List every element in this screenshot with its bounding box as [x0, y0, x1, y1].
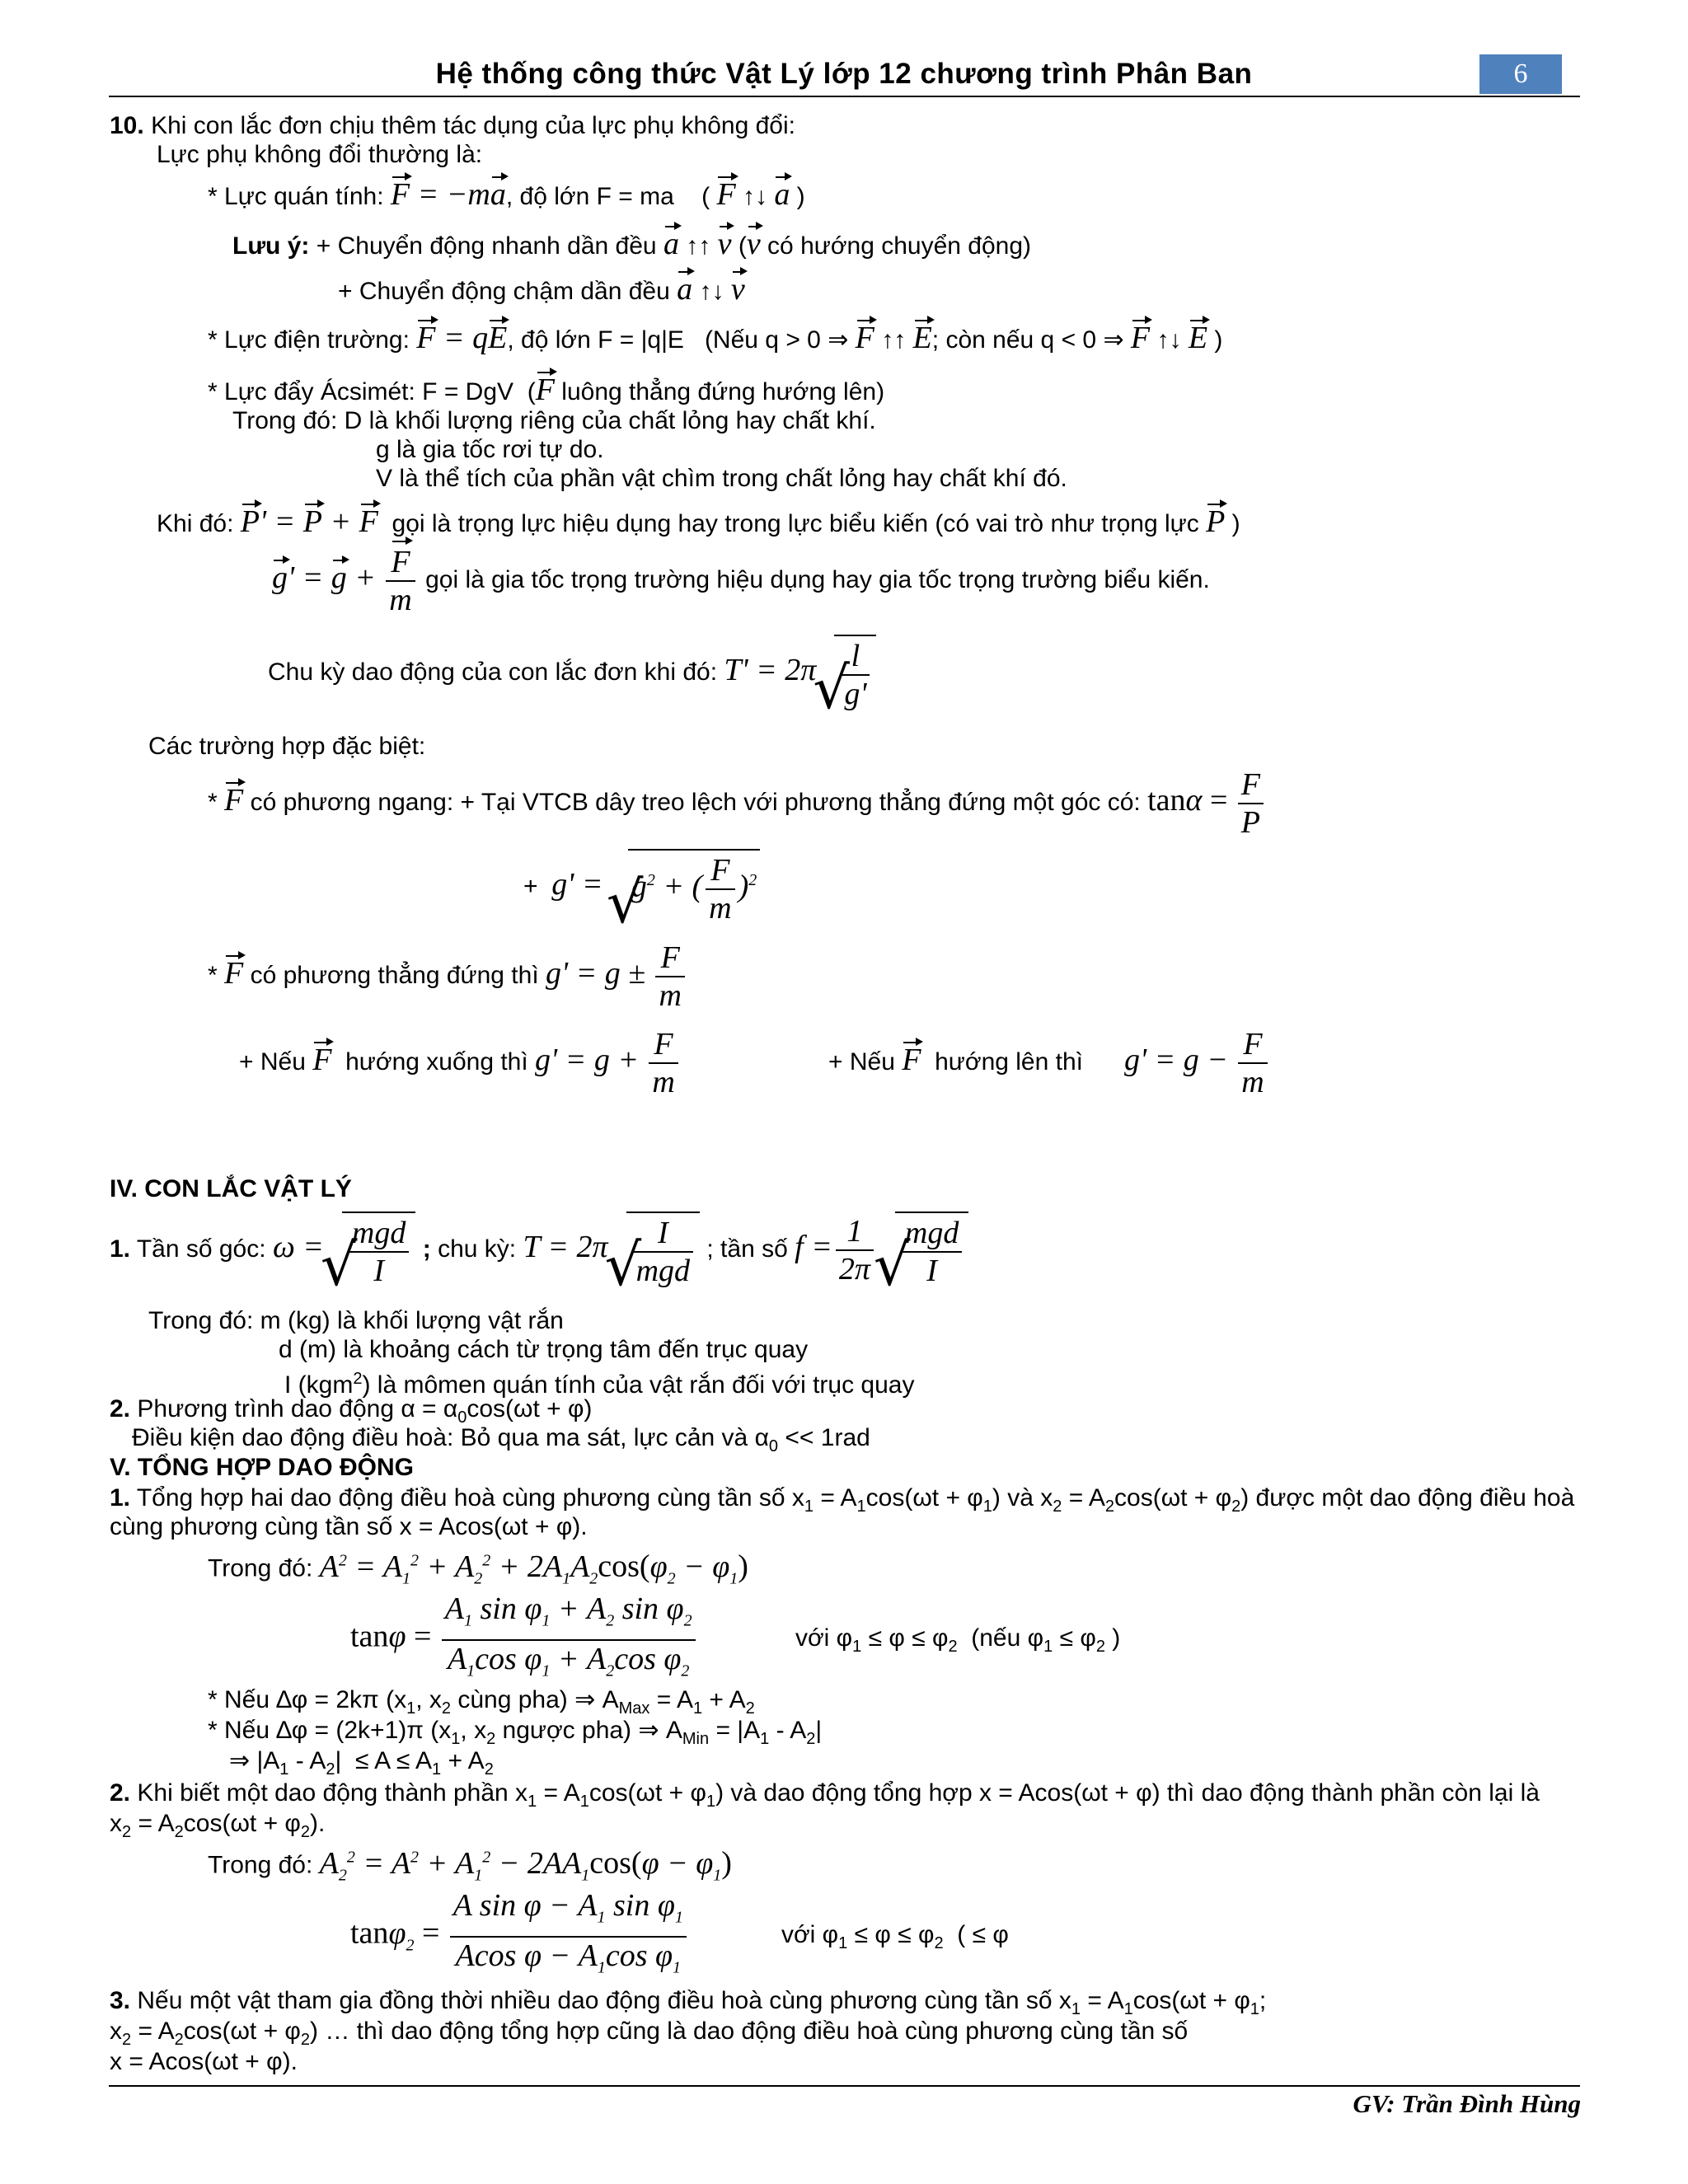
note-accelerating: Lưu ý: + Chuyển động nhanh dần đều a ↑↑ v (v có hướng chuyển động): [232, 227, 1032, 261]
oscillation-equation: 2. Phương trình dao động $\alpha = \alpha_0\cos(\omega t + \varphi)$: [110, 1395, 593, 1427]
harmonic-condition: Điều kiện dao động điều hoà: Bỏ qua ma sát, lực cản và $\alpha_0 << 1rad$: [132, 1424, 870, 1455]
synthesis-line-1: 1. Tổng hợp hai dao động điều hoà cùng phương cùng tần số $x_1 = A_1\cos(\omega t + \varphi_1)$ và $x_2 = A_2\cos(\omega t + \varphi_2)$ được một dao động điều hoà: [110, 1484, 1575, 1516]
physical-pendulum-formulas: 1. Tần số góc: ω = √ $\frac{\text{mgd}}{I}$ ; chu kỳ: T = 2π √ $\frac{I}{\text{mgd}}$ ; tần số f = $\frac{1}{2\pi}$ √ $\frac{\text{mgd}}{I}$: [110, 1212, 968, 1289]
buoyant-force-line: * Lực đẩy Ácsimét: F = DgV (F luông thẳng đứng hướng lên): [208, 373, 885, 407]
component-phase-condition: với $\varphi_1 \le \varphi \le \varphi_2$ ( ≤ φ: [781, 1921, 1009, 1952]
where-v: V là thể tích của phần vật chìm trong chất lỏng hay chất khí đó.: [376, 465, 1067, 492]
in-phase-case: * Nếu ∆φ = 2kπ ($x_1$, $x_2$ cùng pha) ⇒ $A_{Max} = A_1 + A_2$: [208, 1686, 755, 1718]
page-header-title: Hệ thống công thức Vật Lý lớp 12 chương trình Phân Ban: [435, 58, 1253, 90]
period-line: Chu kỳ dao động của con lắc đơn khi đó: T' = 2π √ $\frac{l}{g'}$: [268, 635, 876, 712]
anti-phase-case: * Nếu ∆φ = (2k+1)π ($x_1$, $x_2$ ngược pha) ⇒ $A_{Min} = |A_1 - A_2|$: [208, 1717, 823, 1748]
multi-line-2: $x_2 = A_2\cos(\omega t + \varphi_2)$ … thì dao động tổng hợp cũng là dao động điều hoà cùng phương cùng tần số: [110, 2018, 1189, 2049]
phase-formula: tanφ = $\frac{A_1 \sin \varphi_1 + A_2 \sin \varphi_2}{A_1\cos \varphi_1 + A_2\cos \varphi_2}$: [350, 1591, 699, 1689]
where-d: Trong đó: D là khối lượng riêng của chất lỏng hay chất khí.: [232, 407, 876, 434]
where-g: g là gia tốc rơi tự do.: [376, 436, 604, 463]
footer-author: GV: Trần Đình Hùng: [1353, 2089, 1581, 2118]
section-iv-heading: IV. CON LẮC VẬT LÝ: [110, 1175, 352, 1202]
synthesis-line-2: cùng phương cùng tần số x = Acos(ωt + φ).: [110, 1513, 588, 1540]
section-v-heading: V. TỔNG HỢP DAO ĐỘNG: [110, 1454, 414, 1481]
component-phase-formula: tanφ$_2$ = $\frac{A \sin \varphi - A_1 \sin \varphi_1}{Acos \varphi - A_1\cos \varphi_1}$: [350, 1887, 690, 1985]
header-rule: [109, 96, 1580, 97]
multi-line-3: x = Acos(ωt + φ).: [110, 2048, 298, 2075]
page-number-badge: 6: [1479, 54, 1562, 94]
note-decelerating: + Chuyển động chậm dần đều a ↑↓ v: [338, 272, 745, 307]
horizontal-force-line: * F có phương ngang: + Tại VTCB dây treo lệch với phương thẳng đứng một góc có: tanα = $\frac{F}{P}$: [208, 766, 1267, 841]
where-d-distance: d (m) là khoảng cách từ trọng tâm đến trục quay: [279, 1336, 809, 1363]
amplitude-formula: Trong đó: $A^2 = A_1^2 + A_2^2 + 2A_1A_2\cos(\varphi_2 - \varphi_1)$: [208, 1549, 748, 1588]
force-up-case: + Nếu F hướng lên thì g' = g − $\frac{F}{m}$: [828, 1026, 1271, 1100]
component-line-1: 2. Khi biết một dao động thành phần $x_1 = A_1\cos(\omega t + \varphi_1)$ và dao động tổng hợp x = Acos(ωt + φ) thì dao động thành phần còn lại là: [110, 1779, 1540, 1811]
amplitude-inequality: ⇒ $|A_1 - A_2| \le A \le A_1 + A_2$: [229, 1747, 494, 1779]
horizontal-g-formula: + g' = √ $g^2$ + ( $\frac{F}{m}$ )$^2$: [523, 849, 760, 926]
electric-force-line: * Lực điện trường: F = qE, độ lớn F = |q|E (Nếu q > 0 ⇒ F ↑↑ E; còn nếu q < 0 ⇒ F ↑↓ E ): [208, 321, 1223, 355]
effective-weight-line: Khi đó: P' = P + F gọi là trọng lực hiệu dụng hay trong lực biểu kiến (có vai trò như trọng lực P ): [157, 504, 1240, 539]
force-down-case: + Nếu F hướng xuống thì g' = g + $\frac{F}{m}$: [239, 1026, 682, 1100]
footer-rule: [109, 2085, 1580, 2087]
s10-intro: Lực phụ không đổi thường là:: [157, 141, 483, 168]
component-amplitude-formula: Trong đó: $A_2^2 = A^2 + A_1^2 - 2AA_1\cos(\varphi - \varphi_1)$: [208, 1845, 732, 1885]
multi-line-1: 3. Nếu một vật tham gia đồng thời nhiều dao động điều hoà cùng phương cùng tần số $x_1 = A_1\cos(\omega t + \varphi_1$;: [110, 1987, 1267, 2018]
vertical-force-line: * F có phương thẳng đứng thì g' = g ± $\frac{F}{m}$: [208, 940, 688, 1014]
s10-heading: 10. Khi con lắc đơn chịu thêm tác dụng của lực phụ không đổi:: [110, 112, 795, 139]
where-inertia: I (kgm$^2$) là mômen quán tính của vật rắn đối với trục quay: [284, 1370, 915, 1399]
effective-gravity-line: g' = g + $\frac{F}{m}$ gọi là gia tốc trọng trường hiệu dụng hay gia tốc trọng trường biểu kiến.: [272, 545, 1210, 617]
special-cases-heading: Các trường hợp đặc biệt:: [148, 733, 426, 760]
where-m: Trong đó: m (kg) là khối lượng vật rắn: [148, 1307, 564, 1334]
component-line-2: $x_2 = A_2\cos(\omega t + \varphi_2)$.: [110, 1810, 326, 1841]
phase-condition: với $\varphi_1 \le \varphi \le \varphi_2$ (nếu $\varphi_1 \le \varphi_2$ ): [795, 1624, 1121, 1656]
inertial-force-line: * Lực quán tính: F = −ma, độ lớn F = ma ( F ↑↓ a ): [208, 177, 805, 212]
